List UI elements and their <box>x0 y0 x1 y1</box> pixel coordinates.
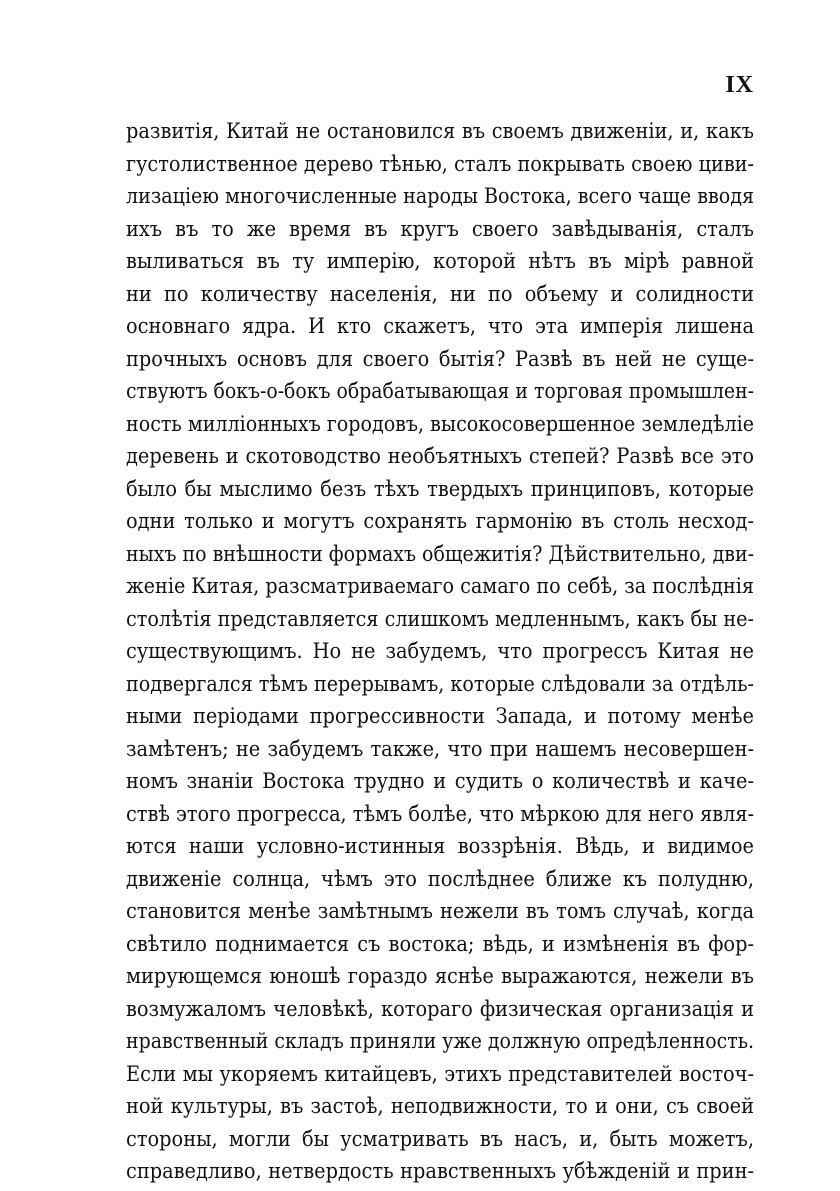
text-line: прочныхъ основъ для своего бытія? Развѣ въ ней не суще- <box>126 346 754 372</box>
text-line: ствуютъ бокъ-о-бокъ обрабатывающая и торговая промышлен- <box>126 379 754 404</box>
text-line: развитія, Китай не остановился въ своемъ движеніи, и, какъ <box>126 119 754 144</box>
text-line: основнаго ядра. И кто скажетъ, что эта имперія лишена <box>126 314 754 339</box>
text-line: выливаться въ ту имперію, которой нѣтъ въ мірѣ равной <box>126 249 754 274</box>
text-line: замѣтенъ; не забудемъ также, что при нашемъ несовершен- <box>126 736 754 762</box>
text-line: мирующемся юношѣ гораздо яснѣе выражаются, нежели въ <box>126 964 754 989</box>
text-line: было бы мыслимо безъ тѣхъ твердыхъ принциповъ, которые <box>126 476 754 502</box>
text-line: деревень и скотоводство необъятныхъ степей? Развѣ все это <box>126 444 754 469</box>
text-line: становится менѣе замѣтнымъ нежели въ томъ случаѣ, когда <box>126 899 754 924</box>
text-line: нравственный складъ приняли уже должную опредѣленность. <box>126 1029 754 1054</box>
text-line: стороны, могли бы усматривать въ насъ, и, быть можетъ, <box>126 1126 754 1152</box>
text-line: существующимъ. Но не забудемъ, что прогрессъ Китая не <box>126 639 754 664</box>
text-line: возмужаломъ человѣкѣ, котораго физическая организація и <box>126 996 754 1022</box>
body-text <box>126 116 754 1189</box>
text-line: номъ знаніи Востока трудно и судить о количествѣ и каче- <box>126 769 754 794</box>
text-line: густолиственное дерево тѣнью, сталъ покрывать своею циви- <box>126 151 754 177</box>
text-line: справедливо, нетвердость нравственныхъ убѣжденій и прин- <box>126 1159 754 1184</box>
text-line: одни только и могутъ сохранять гармонію въ столь несход- <box>126 509 754 534</box>
text-line: ихъ въ то же время въ кругъ своего завѣдыванія, сталъ <box>126 216 754 242</box>
text-line: Если мы укоряемъ китайцевъ, этихъ представителей восточ- <box>126 1061 754 1087</box>
text-line: ными періодами прогрессивности Запада, и потому менѣе <box>126 704 754 729</box>
text-line: ни по количеству населенія, ни по объему и солидности <box>126 281 754 307</box>
text-line: подвергался тѣмъ перерывамъ, которые слѣдовали за отдѣль- <box>126 671 754 697</box>
text-line: ной культуры, въ застоѣ, неподвижности, то и они, съ своей <box>126 1094 754 1119</box>
text-line: ность милліонныхъ городовъ, высокосовершенное земледѣліе <box>126 411 754 437</box>
text-line: движеніе солнца, чѣмъ это послѣднее ближе къ полудню, <box>126 866 754 892</box>
text-line: ются наши условно-истинныя воззрѣнія. Вѣдь, и видимое <box>126 834 754 859</box>
text-line: лизаціею многочисленные народы Востока, всего чаще вводя <box>126 184 754 209</box>
page-number: IX <box>725 72 754 98</box>
text-line: ныхъ по внѣшности формахъ общежитія? Дѣйствительно, дви- <box>126 541 754 567</box>
text-line: ствѣ этого прогресса, тѣмъ болѣе, что мѣркою для него явля- <box>126 801 754 827</box>
text-line: свѣтило поднимается съ востока; вѣдь, и измѣненія въ фор- <box>126 931 754 957</box>
text-line: женіе Китая, разсматриваемаго самаго по себѣ, за послѣднія <box>126 574 754 599</box>
text-line: столѣтія представляется слишкомъ медленнымъ, какъ бы не- <box>126 606 754 632</box>
